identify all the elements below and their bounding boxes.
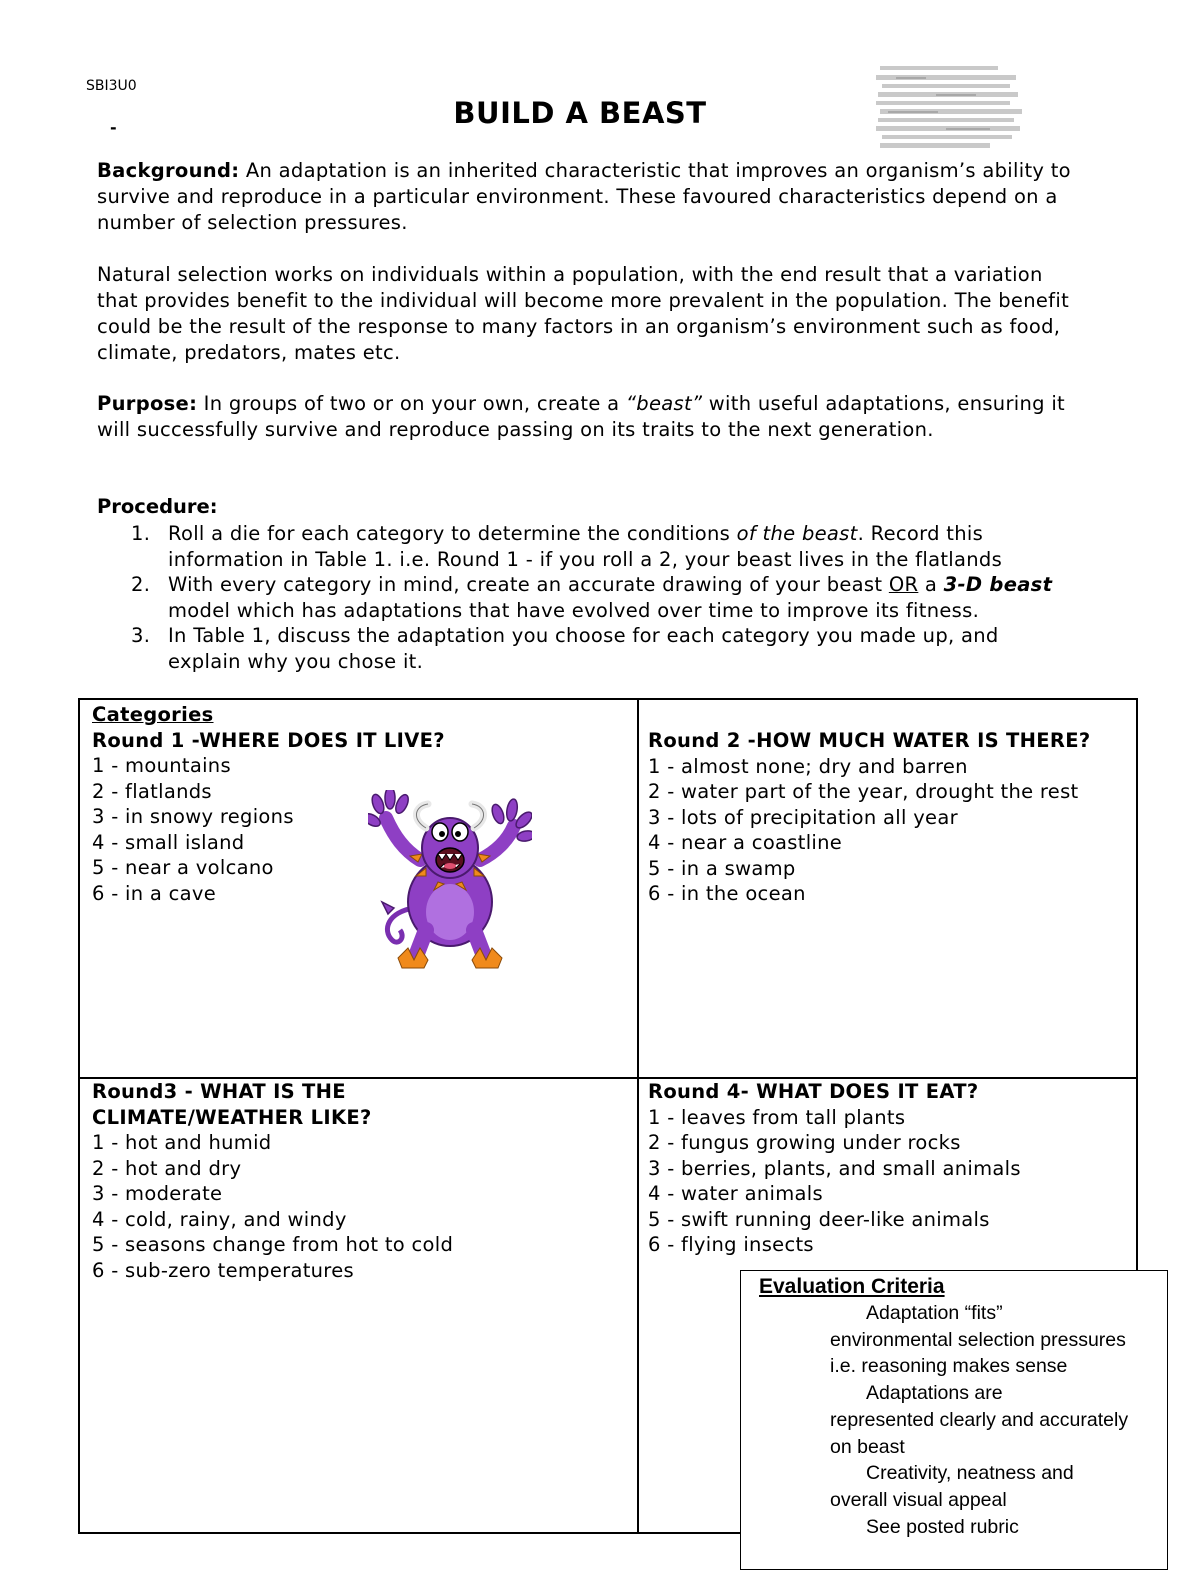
evaluation-title: Evaluation Criteria [759, 1275, 945, 1298]
background-paragraph [97, 158, 1087, 236]
list-item: 3 - moderate [92, 1182, 223, 1205]
procedure-step [131, 623, 1071, 674]
list-item: 5 - seasons change from hot to cold [92, 1233, 454, 1256]
evaluation-item [830, 1514, 1130, 1541]
list-item: 6 - sub-zero temperatures [92, 1258, 354, 1282]
step-number: 2. [131, 573, 151, 597]
page-title: BUILD A BEAST [453, 96, 707, 130]
list-item: 6 - flying insects [648, 1233, 814, 1256]
redacted-logo-icon [876, 63, 1022, 155]
list-item: 3 - lots of precipitation all year [648, 805, 958, 829]
purpose-beast-word: “beast” [625, 392, 703, 415]
purple-monster-icon [368, 790, 532, 970]
list-item: 2 - flatlands [92, 779, 212, 803]
evaluation-criteria-box [740, 1270, 1168, 1570]
purpose-text-after: with useful adaptations, ensuring it will successfully survive and reproduce passing on its traits to the next generation. [97, 392, 1066, 441]
list-item: 2 - fungus growing under rocks [648, 1131, 961, 1154]
dash-mark: - [110, 118, 117, 137]
list-item: 1 - hot and humid [92, 1131, 272, 1154]
list-item: 3 - berries, plants, and small animals [648, 1156, 1021, 1180]
list-item: 2 - hot and dry [92, 1156, 242, 1180]
step-text: a [918, 573, 944, 597]
procedure-list [131, 521, 1071, 675]
list-item: 5 - swift running deer-like animals [648, 1207, 990, 1231]
categories-label: Categories [92, 703, 214, 726]
evaluation-item-first: See posted rubric [866, 1515, 1019, 1538]
round2-heading: Round 2 -HOW MUCH WATER IS THERE? [648, 729, 1091, 752]
list-item: 6 - in a cave [92, 881, 217, 905]
list-item: 2 - water part of the year, drought the rest [648, 780, 1079, 803]
evaluation-item-rest: environmental selection pressures i.e. reasoning makes sense [830, 1328, 1126, 1378]
round2-cell [648, 728, 1128, 907]
procedure-step [131, 572, 1071, 623]
round1-cell [92, 702, 612, 906]
procedure-step [131, 521, 1071, 572]
step-text: model which has adaptations that have evolved over time to improve its fitness. [168, 598, 980, 622]
purpose-label: Purpose: [97, 392, 198, 415]
evaluation-item-rest: overall visual appeal [830, 1488, 1007, 1511]
course-code: SBI3U0 [86, 78, 137, 94]
evaluation-item [830, 1300, 1130, 1380]
natural-selection-paragraph: Natural selection works on individuals within a population, with the end result that a variation that provides benefit to the individual will become more prevalent in the population. The benefit could be the result of the response to many factors in an organism’s environment such as food, climate, predators, mates etc. [97, 263, 1070, 364]
list-item: 5 - in a swamp [648, 856, 796, 880]
list-item: 5 - near a volcano [92, 856, 274, 879]
step-bold-italic: 3-D beast [943, 573, 1053, 597]
list-item: 1 - leaves from tall plants [648, 1105, 906, 1129]
step-text: With every category in mind, create an accurate drawing of your beast [168, 573, 889, 597]
procedure-heading: Procedure: [97, 495, 218, 518]
evaluation-item [830, 1380, 1130, 1460]
step-text: . Record this information in Table 1. i.e. Round 1 - if you roll a 2, your beast lives in the flatlands [168, 522, 1003, 571]
list-item: 4 - near a coastline [648, 831, 843, 854]
list-item: 1 - almost none; dry and barren [648, 754, 968, 778]
evaluation-item-first: Adaptations are [866, 1382, 1003, 1405]
list-item: 4 - small island [92, 830, 245, 854]
round4-cell [648, 1079, 1128, 1258]
round1-heading: Round 1 -WHERE DOES IT LIVE? [92, 728, 445, 752]
round3-cell [92, 1079, 612, 1283]
step-or: OR [888, 573, 919, 597]
list-item: 1 - mountains [92, 754, 231, 777]
step-italic: of the beast [736, 522, 858, 545]
background-text: An adaptation is an inherited characteristic that improves an organism’s ability to survive and reproduce in a particular environment. These favoured characteristics depend on a number of selection pressures. [97, 159, 1071, 234]
evaluation-list [830, 1300, 1130, 1540]
table-divider-vertical [637, 700, 639, 1532]
evaluation-item-first: Creativity, neatness and [866, 1462, 1074, 1485]
step-number: 3. [131, 624, 151, 648]
list-item: 4 - water animals [648, 1182, 823, 1205]
list-item: 4 - cold, rainy, and windy [92, 1207, 347, 1231]
list-item: 6 - in the ocean [648, 882, 806, 905]
step-number: 1. [131, 522, 151, 545]
step-text: Roll a die for each category to determine the conditions [168, 522, 737, 545]
purpose-paragraph [97, 391, 1087, 443]
step-text: In Table 1, discuss the adaptation you choose for each category you made up, and explain why you chose it. [168, 624, 999, 673]
evaluation-item-first: Adaptation “fits” [866, 1302, 1003, 1324]
purpose-text-before: In groups of two or on your own, create a [197, 392, 626, 415]
evaluation-item-rest: represented clearly and accurately on beast [830, 1408, 1129, 1458]
list-item: 3 - in snowy regions [92, 805, 294, 828]
evaluation-item [830, 1460, 1130, 1513]
background-label: Background: [97, 159, 240, 182]
round4-heading: Round 4- WHAT DOES IT EAT? [648, 1080, 979, 1103]
round3-heading: Round3 - WHAT IS THE CLIMATE/WEATHER LIKE? [92, 1080, 372, 1129]
